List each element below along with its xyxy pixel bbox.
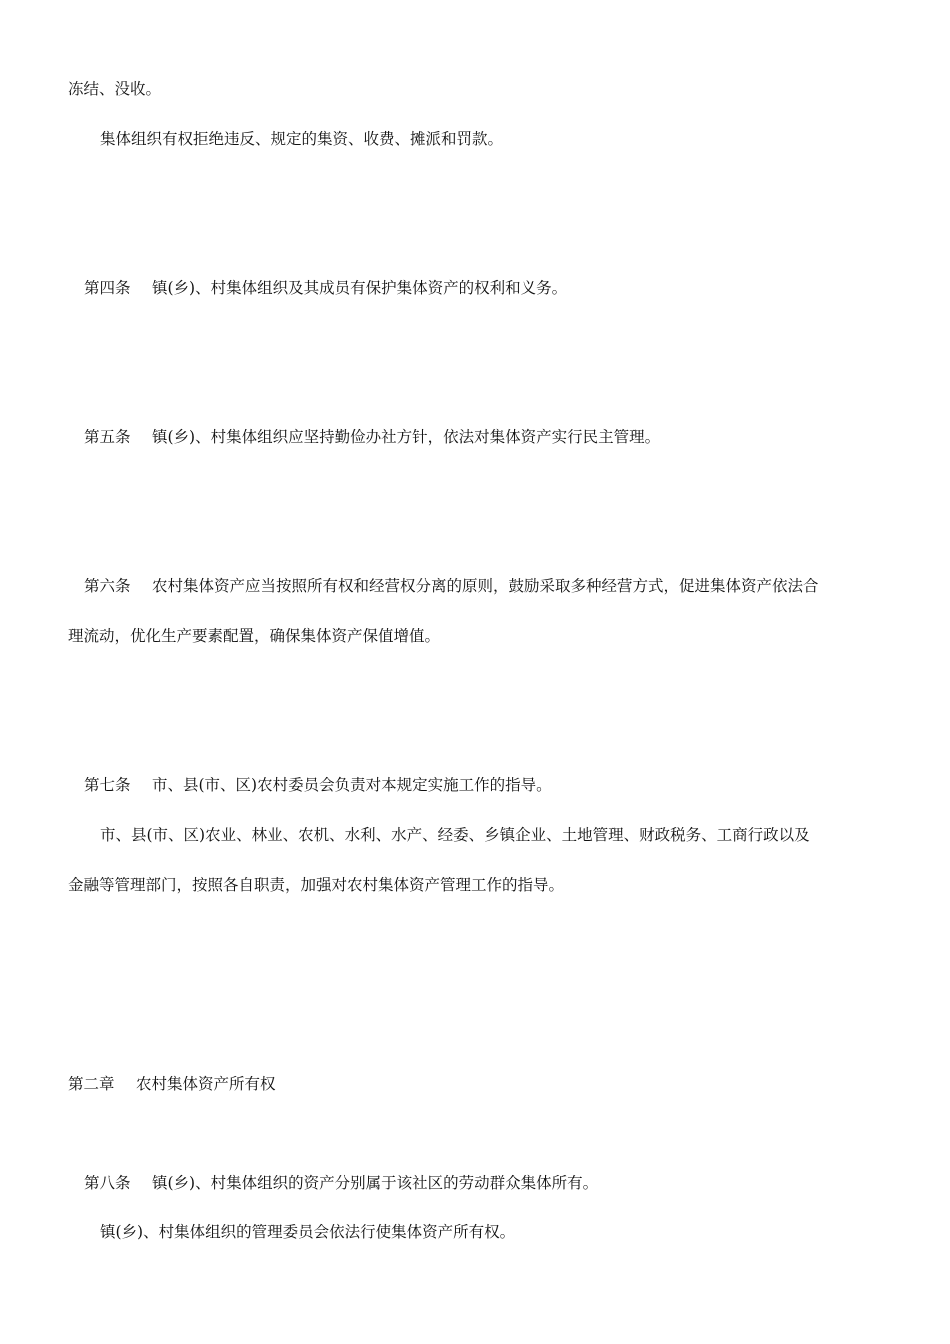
article-text: 镇(乡)、村集体组织及其成员有保护集体资产的权利和义务。: [152, 279, 568, 297]
article-7-paragraph-continuation: 金融等管理部门，按照各自职责，加强对农村集体资产管理工作的指导。: [68, 876, 565, 894]
article-number: 第六条: [84, 577, 131, 595]
paragraph-continuation: 冻结、没收。: [68, 80, 162, 98]
chapter-title: 农村集体资产所有权: [136, 1075, 276, 1093]
article-text: 镇(乡)、村集体组织的资产分别属于该社区的劳动群众集体所有。: [152, 1174, 599, 1192]
article-8: [84, 1173, 598, 1193]
article-6: [84, 576, 819, 596]
article-7-paragraph: 市、县(市、区)农业、林业、农机、水利、水产、经委、乡镇企业、土地管理、财政税务、工商行政以及: [100, 826, 810, 844]
article-4: [84, 278, 567, 298]
article-text: 镇(乡)、村集体组织应坚持勤俭办社方针，依法对集体资产实行民主管理。: [152, 428, 661, 446]
article-7: [84, 775, 552, 795]
article-6-continuation: 理流动，优化生产要素配置，确保集体资产保值增值。: [68, 627, 441, 645]
article-number: 第四条: [84, 279, 131, 297]
article-number: 第五条: [84, 428, 131, 446]
article-text: 市、县(市、区)农村委员会负责对本规定实施工作的指导。: [152, 776, 552, 794]
article-number: 第七条: [84, 776, 131, 794]
chapter-heading: [68, 1074, 276, 1094]
article-8-paragraph: 镇(乡)、村集体组织的管理委员会依法行使集体资产所有权。: [100, 1223, 516, 1241]
article-text: 农村集体资产应当按照所有权和经营权分离的原则，鼓励采取多种经营方式，促进集体资产依法合: [152, 577, 819, 595]
paragraph: 集体组织有权拒绝违反、规定的集资、收费、摊派和罚款。: [100, 130, 504, 148]
chapter-number: 第二章: [68, 1075, 115, 1093]
article-5: [84, 427, 660, 447]
article-number: 第八条: [84, 1174, 131, 1192]
